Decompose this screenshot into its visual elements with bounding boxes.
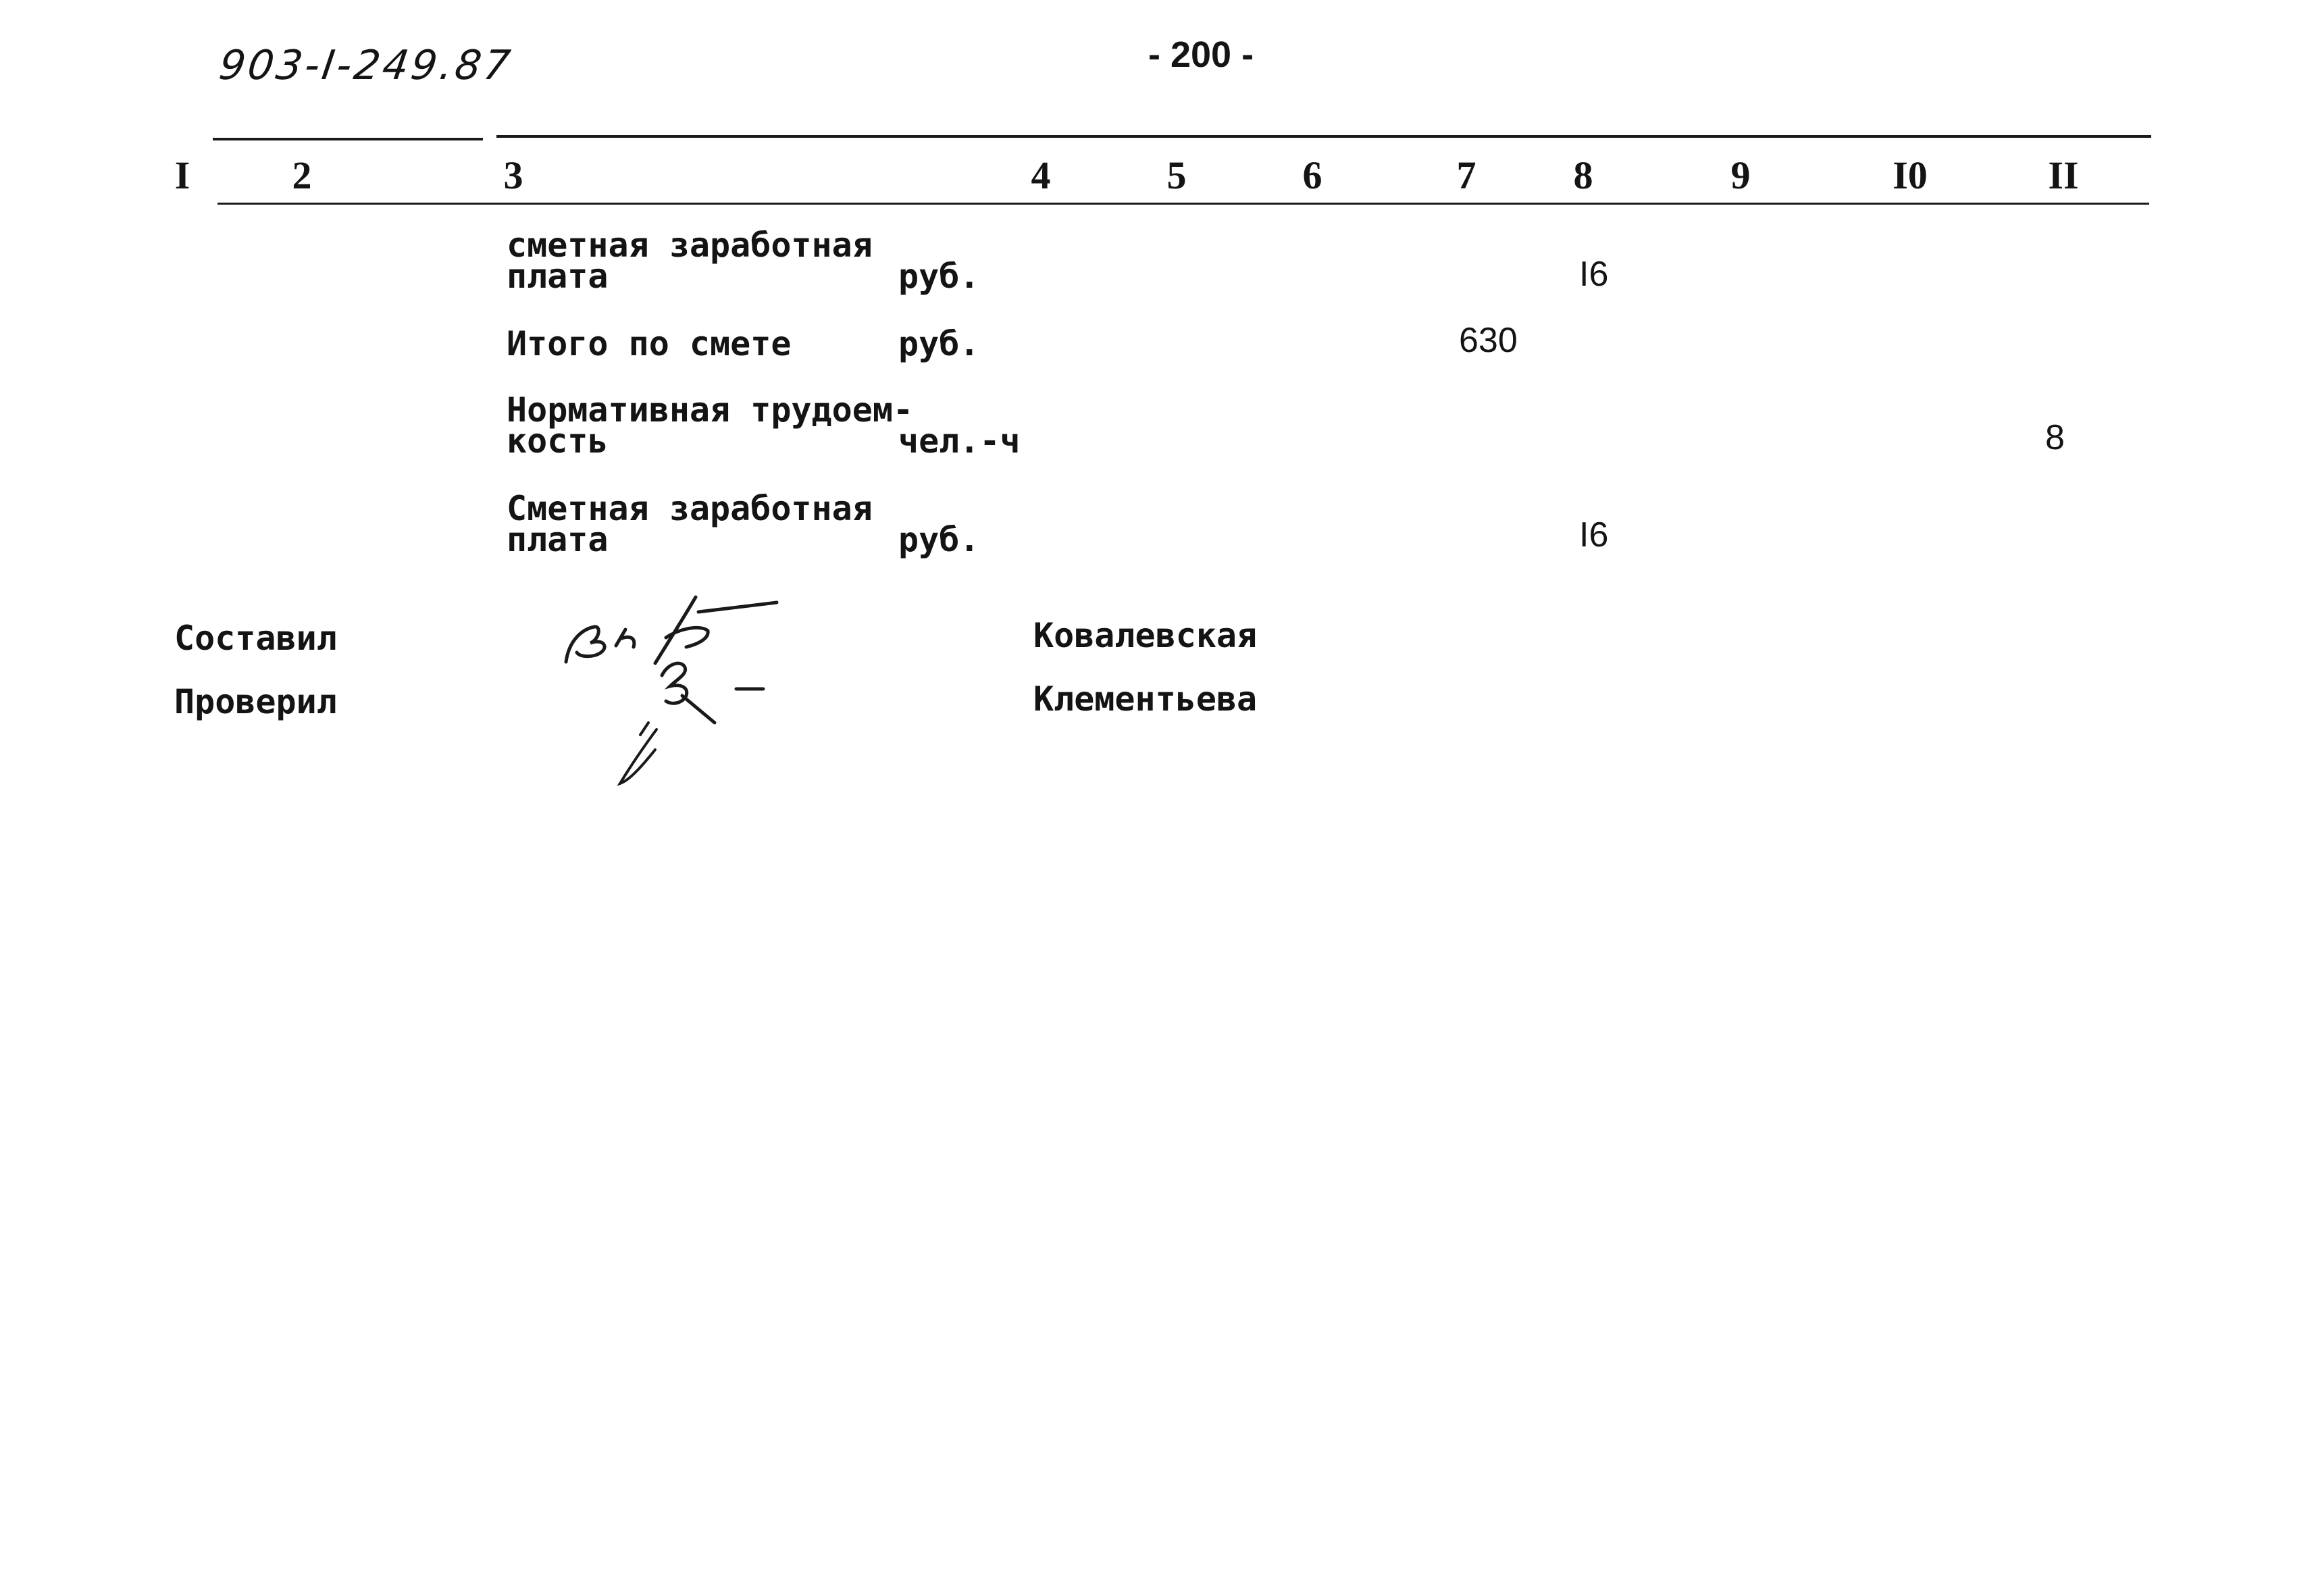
page-number: - 200 - bbox=[1148, 34, 1254, 75]
top-rule-left bbox=[213, 138, 483, 140]
row-1-name-line1: сметная заработная bbox=[507, 226, 873, 265]
signature-checked bbox=[601, 648, 777, 797]
checked-by-name: Клементьева bbox=[1033, 679, 1258, 719]
compiled-by-name: Ковалевская bbox=[1033, 616, 1258, 655]
col-header-11: II bbox=[2048, 153, 2079, 197]
document-code: 903-I-249.87 bbox=[216, 42, 516, 89]
row-1-unit: руб. bbox=[898, 257, 980, 296]
row-1-name bbox=[507, 226, 873, 296]
row-3-name-line2: кость bbox=[507, 421, 609, 461]
row-4-name-line1: Сметная заработная bbox=[507, 489, 873, 528]
row-4-col8-value: I6 bbox=[1579, 515, 1609, 555]
header-bottom-rule bbox=[217, 203, 2149, 205]
row-1-col8-value: I6 bbox=[1579, 255, 1609, 294]
col-header-3: 3 bbox=[503, 153, 523, 197]
row-3-name-line1: Нормативная трудоем- bbox=[507, 390, 914, 430]
col-header-7: 7 bbox=[1456, 153, 1476, 197]
row-4-name-line2: плата bbox=[507, 520, 609, 559]
row-4-name bbox=[507, 489, 873, 559]
row-3-col11-value: 8 bbox=[2045, 418, 2065, 457]
col-header-5: 5 bbox=[1166, 153, 1187, 197]
compiled-by-label: Составил bbox=[174, 619, 337, 658]
col-header-9: 9 bbox=[1730, 153, 1751, 197]
checked-by-label: Проверил bbox=[174, 682, 337, 721]
col-header-8: 8 bbox=[1573, 153, 1593, 197]
row-2-name: Итого по смете bbox=[507, 324, 792, 363]
row-1-name-line2: плата bbox=[507, 257, 609, 296]
col-header-2: 2 bbox=[292, 153, 312, 197]
row-4-unit: руб. bbox=[898, 520, 980, 559]
top-rule-right bbox=[496, 135, 2151, 138]
col-header-1: I bbox=[174, 153, 190, 197]
col-header-6: 6 bbox=[1302, 153, 1322, 197]
row-3-name bbox=[507, 390, 914, 461]
col-header-10: I0 bbox=[1893, 153, 1928, 197]
row-2-col7-value: 630 bbox=[1459, 321, 1518, 360]
row-2-unit: руб. bbox=[898, 324, 980, 363]
col-header-4: 4 bbox=[1031, 153, 1051, 197]
row-3-unit: чел.-ч bbox=[898, 421, 1021, 461]
